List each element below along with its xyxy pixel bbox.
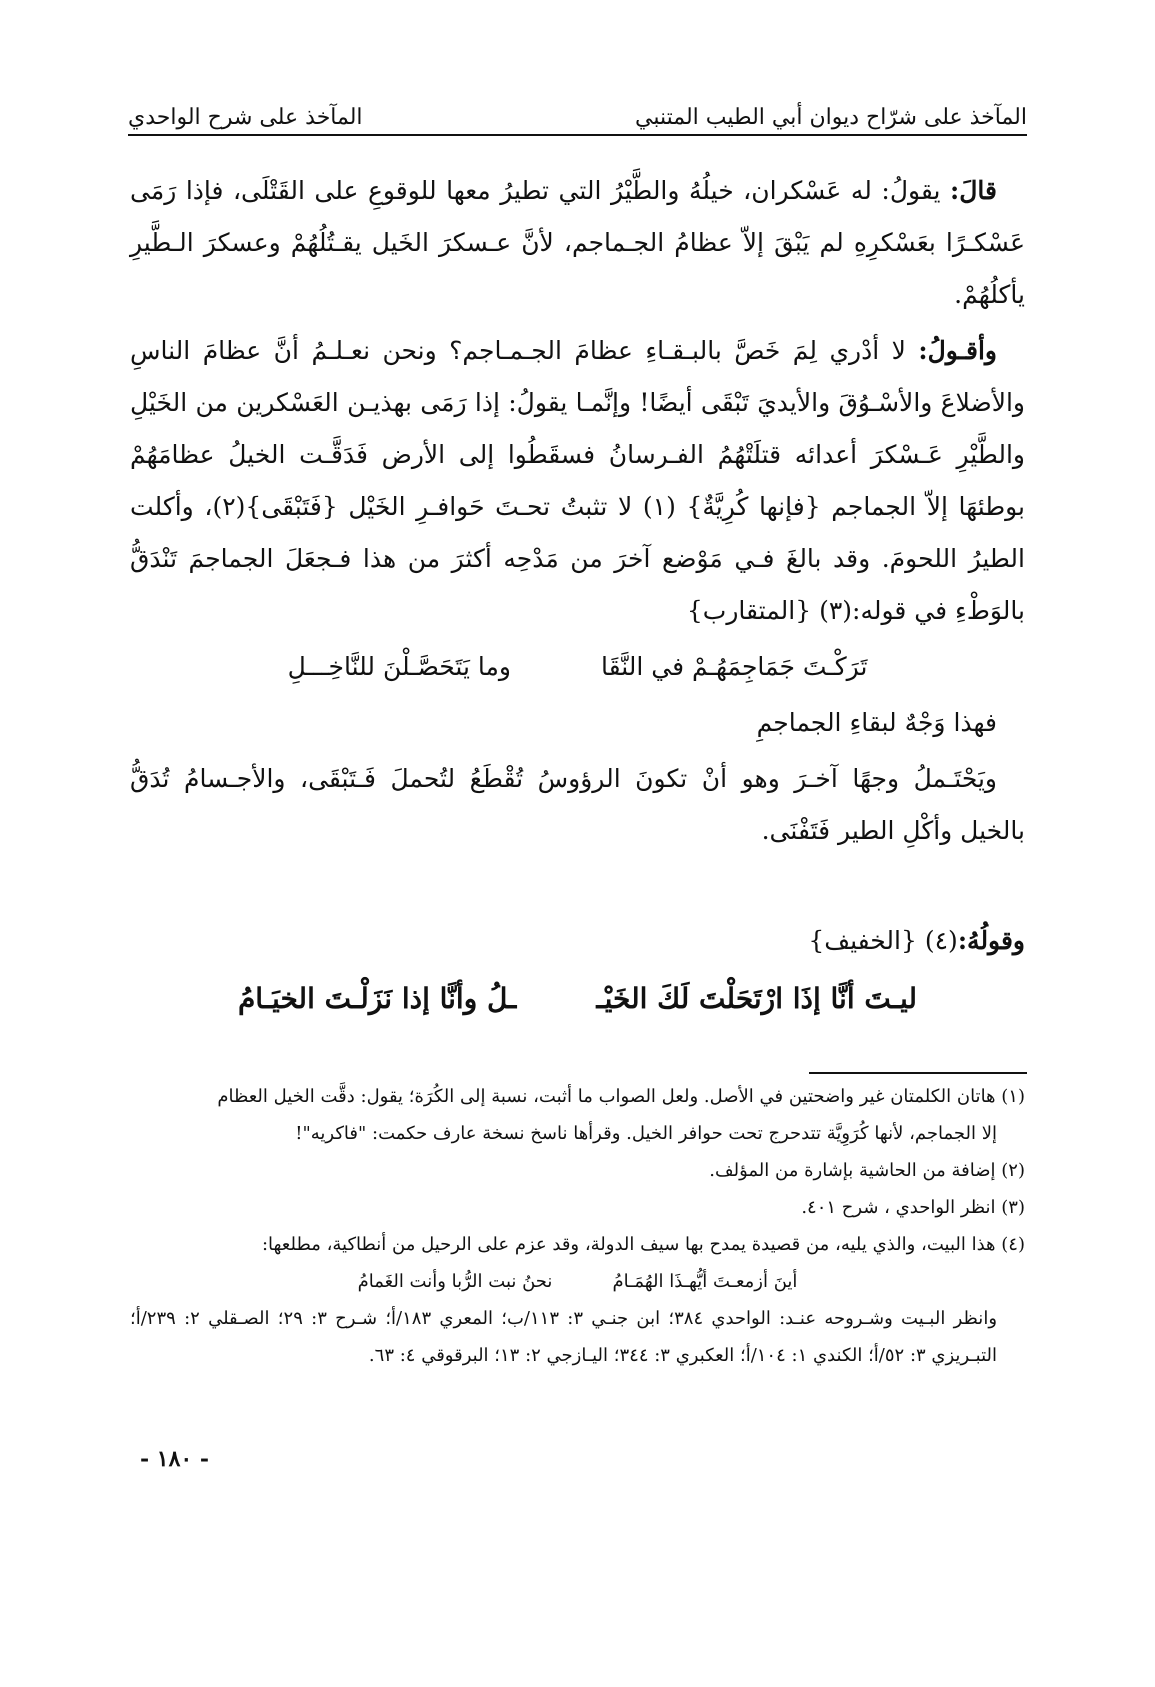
header-section-title: المآخذ على شرح الواحدي: [128, 105, 363, 130]
running-header: [128, 82, 1027, 136]
footnotes: [130, 1078, 1025, 1374]
footnote-1-line-1: (١) هاتان الكلمتان غير واضحتين في الأصل. ولعل الصواب ما أثبت، نسبة إلى الكُرَة؛ يقول: دقَّت الخيل العظام: [217, 1086, 1025, 1107]
paragraph-3: فهذا وَجْهٌ لبقاءِ الجماجمِ: [756, 708, 997, 737]
paragraph-5-lead: وقولُهُ:: [957, 926, 1025, 955]
footnote-2: (٢) إضافة من الحاشية بإشارة من المؤلف.: [709, 1160, 1025, 1181]
paragraph-1: [130, 165, 1025, 321]
verse-2: [130, 973, 1025, 1025]
paragraph-5-text: (٤) {الخفيف}: [808, 926, 958, 955]
verse-2-first-hemistich: ليـتَ أنَّا إذَا ارْتَحَلْتَ لَكَ الخَيْـ: [596, 982, 918, 1015]
paragraph-5: [130, 915, 1025, 967]
footnote-4-line-1: (٤) هذا البيت، والذي يليه، من قصيدة يمدح بها سيف الدولة، وقد عزم على الرحيل من أنطاكية، مطلعها:: [261, 1234, 1025, 1255]
main-text: [130, 165, 1025, 1025]
verse-1-second-hemistich: وما يَتَحَصَّـلْنَ للنَّاخِـــلِ: [287, 652, 511, 681]
page-number: - ١٨٠ -: [140, 1446, 210, 1472]
spacer: [130, 861, 1025, 915]
footnote-1-line-2: إلا الجماجم، لأنها كُرَوِيَّة تتدحرج تحت حوافر الخيل. وقرأها ناسخ نسخة عارف حكمت: "فاكريه"!: [295, 1123, 997, 1144]
paragraph-4: ويَحْتَـملُ وجهًا آخـرَ وهو أنْ تكونَ الرؤوسُ تُقْطَعُ لتُحملَ فَـتَبْقَى، والأجـسامُ تُدَقُّ بالخيل وأكْلِ الطير فَتَفْنَى.: [130, 764, 1025, 845]
paragraph-1-text: يقولُ: له عَسْكران، خيلُهُ والطَّيْرُ التي تطيرُ معها للوقوعِ على القَتْلَى، فإذا رَمَى عَسْكـرًا بعَسْكرِهِ لم يَبْقَ إلاّ عظامُ الجـماجم، لأنَّ عـسكرَ الخَيل يقـتُلُهُمْ وعسكرَ الـطَّيرِ يأكلُهُمْ.: [130, 176, 1025, 309]
verse-1: [130, 641, 1025, 693]
verse-1-first-hemistich: تَرَكْـتَ جَمَاجِمَهُـمْ في النَّقَا: [600, 652, 868, 681]
footnote-4-verse: [130, 1263, 1025, 1300]
paragraph-2: [130, 325, 1025, 637]
footnote-4-verse-second: نحنُ نبت الرُّبا وأنت الغَمامُ: [357, 1271, 553, 1292]
header-book-title: المآخذ على شرّاح ديوان أبي الطيب المتنبي: [635, 105, 1027, 130]
paragraph-1-lead: قالَ:: [950, 176, 997, 205]
footnote-divider: [809, 1072, 1027, 1074]
verse-2-second-hemistich: ـلُ وأنَّا إذا نَزَلْـتَ الخيَـامُ: [237, 982, 517, 1015]
footnote-4-references: وانظر البـيت وشـروحه عنـد: الواحدي ٣٨٤؛ ابن جنـي ٣: ١١٣/ب؛ المعري ١٨٣/أ؛ شـرح ٣: ٢٩؛ الصـقلي ٢: ٢٣٩/أ؛ التبـريزي ٣: ٥٢/أ؛ الكندي ١: ١٠٤/أ؛ العكبري ٣: ٣٤٤؛ اليـازجي ٢: ١٣؛ البرقوقي ٤: ٦٣.: [130, 1308, 998, 1366]
paragraph-2-lead: وأقـولُ:: [918, 336, 997, 365]
footnote-3: (٣) انظر الواحدي ، شرح ٤٠١.: [801, 1197, 1025, 1218]
footnote-4-verse-first: أينَ أزمعـتَ أيُّهـذَا الهُمَـامُ: [612, 1271, 798, 1292]
paragraph-2-text: لا أدْري لِمَ خَصَّ بالبـقـاءِ عظامَ الجـمـاجم؟ ونحن نعـلـمُ أنَّ عظامَ الناسِ والأضلاعَ والأسْـوُقَ والأيديَ تَبْقَى أيضًا! وإنَّمـا يقولُ: إذا رَمَى بهذيـن العَسْكرين من الخَيْلِ والطَّيْرِ عَـسْكرَ أعدائه قتلَتْهُمُ الفـرسانُ فسقَطُوا إلى الأرض فَدَقَّـت الخيلُ عظامَهُمْ بوطئهَا إلاّ الجماجم {فإنها كُرِيَّةٌ} (١) لا تثبتُ تحـتَ حَوافـرِ الخَيْل {فَتَبْقَى}(٢)، وأكلت الطيرُ اللحومَ. وقد بالغَ فـي مَوْضع آخرَ من مَدْحِه أكثرَ من هذا فـجعَلَ الجماجمَ تَنْدَقُّ بالوَطْءِ في قوله:(٣) {المتقارب}: [130, 336, 1026, 625]
